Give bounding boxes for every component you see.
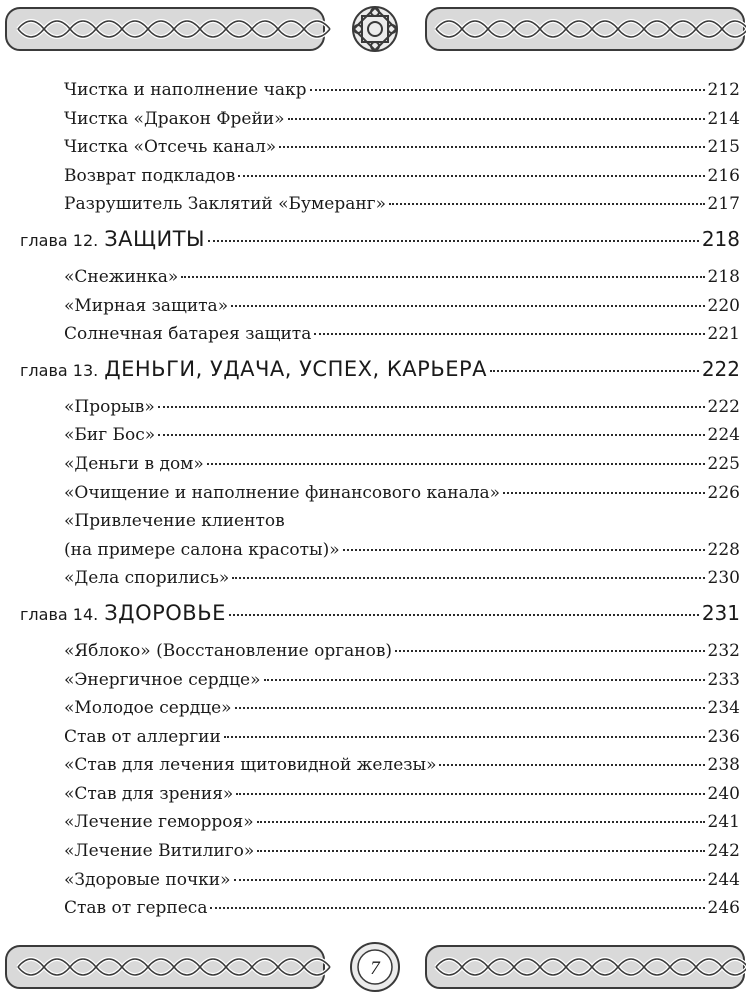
chapter-title: ДЕНЬГИ, УДАЧА, УСПЕХ, КАРЬЕРА (104, 356, 488, 381)
toc-entry[interactable] (0, 723, 750, 752)
dot-leader (395, 650, 704, 652)
toc-entry[interactable] (0, 133, 750, 162)
toc-entry-page: 216 (707, 165, 740, 186)
dot-leader (229, 614, 699, 616)
dot-leader (257, 821, 705, 823)
toc-entry[interactable] (0, 808, 750, 837)
page-number: 7 (370, 958, 380, 979)
toc-entry[interactable] (0, 320, 750, 349)
toc-entry-title: Чистка «Отсечь канал» (64, 137, 277, 158)
dot-leader (343, 549, 705, 551)
toc-entry-page: 220 (707, 295, 740, 316)
dot-leader (208, 240, 699, 242)
dot-leader (231, 305, 704, 307)
page-number-medallion-icon (351, 943, 399, 991)
toc-entry-page: 214 (707, 108, 740, 129)
chapter-page: 231 (701, 600, 740, 625)
toc-entry-title: Став от герпеса (64, 898, 208, 919)
toc-entry[interactable] (0, 780, 750, 809)
toc-entry-page: 224 (707, 425, 740, 446)
toc-entry-page: 225 (707, 453, 740, 474)
toc-entry[interactable] (0, 450, 750, 479)
toc-entry-page: 221 (707, 324, 740, 345)
toc-entry-title: Чистка «Дракон Фрейи» (64, 108, 285, 129)
toc-entry-page: 215 (707, 137, 740, 158)
toc-entry-title: «Став для лечения щитовидной железы» (64, 755, 437, 776)
dot-leader (224, 736, 705, 738)
chapter-heading-13[interactable] (0, 357, 750, 383)
toc-entry-title: «Став для зрения» (64, 783, 234, 804)
toc-entry[interactable] (0, 190, 750, 219)
toc-entry-title: «Снежинка» (64, 266, 179, 287)
dot-leader (288, 118, 705, 120)
toc-entry-page: 240 (707, 783, 740, 804)
toc-entry-page: 218 (707, 266, 740, 287)
table-of-contents (0, 76, 750, 923)
dot-leader (158, 406, 705, 408)
toc-entry[interactable] (0, 536, 750, 565)
toc-entry-title: «Прорыв» (64, 396, 155, 417)
dot-leader (181, 276, 704, 278)
toc-entry-page: 241 (707, 812, 740, 833)
dot-leader (234, 879, 705, 881)
toc-entry-page: 217 (707, 194, 740, 215)
chapter-page: 222 (701, 356, 740, 381)
toc-entry-page: 244 (707, 869, 740, 890)
toc-entry[interactable] (0, 292, 750, 321)
dot-leader (389, 203, 705, 205)
toc-entry-title: «Дела спорились» (64, 568, 230, 589)
toc-entry[interactable] (0, 263, 750, 292)
toc-entry-page: 242 (707, 841, 740, 862)
chapter-title: ЗАЩИТЫ (104, 226, 206, 251)
toc-entry-title: Разрушитель Заклятий «Бумеранг» (64, 194, 386, 215)
toc-entry-page: 246 (707, 898, 740, 919)
dot-leader (264, 679, 705, 681)
dot-leader (314, 333, 704, 335)
dot-leader (257, 850, 704, 852)
dot-leader (279, 146, 704, 148)
top-celtic-ornament (4, 2, 746, 56)
dot-leader (310, 89, 705, 91)
toc-entry[interactable] (0, 751, 750, 780)
toc-entry-title: «Здоровые почки» (64, 869, 231, 890)
toc-entry-title: (на примере салона красоты)» (64, 539, 340, 560)
dot-leader (235, 707, 705, 709)
toc-entry-title: «Энергичное сердце» (64, 669, 261, 690)
toc-entry-title: «Лечение Витилиго» (64, 841, 255, 862)
chapter-prefix: глава 12. (20, 230, 99, 250)
toc-entry-page: 236 (707, 726, 740, 747)
toc-entry-title: «Деньги в дом» (64, 453, 204, 474)
toc-entry[interactable] (0, 393, 750, 422)
toc-entry-title: Став от аллергии (64, 726, 221, 747)
toc-entry-page: 234 (707, 698, 740, 719)
toc-entry-page: 232 (707, 640, 740, 661)
toc-entry[interactable] (0, 866, 750, 895)
chapter-prefix: глава 13. (20, 360, 99, 380)
toc-entry[interactable] (0, 105, 750, 134)
toc-entry[interactable] (0, 76, 750, 105)
dot-leader (207, 463, 705, 465)
toc-entry[interactable] (0, 421, 750, 450)
toc-entry-page: 233 (707, 669, 740, 690)
toc-entry-page: 238 (707, 755, 740, 776)
toc-entry-title: «Мирная защита» (64, 295, 229, 316)
dot-leader (236, 793, 704, 795)
toc-entry[interactable] (0, 694, 750, 723)
toc-entry-title: «Очищение и наполнение финансового канала» (64, 482, 501, 503)
toc-entry-page: 212 (707, 80, 740, 100)
chapter-heading-14[interactable] (0, 601, 750, 627)
toc-entry[interactable] (0, 837, 750, 866)
toc-entry[interactable] (0, 162, 750, 191)
dot-leader (439, 764, 704, 766)
dot-leader (490, 370, 699, 372)
dot-leader (232, 577, 704, 579)
toc-entry-title: «Биг Бос» (64, 425, 156, 446)
toc-entry-page: 226 (707, 482, 740, 503)
toc-entry-title: Возврат подкладов (64, 165, 236, 186)
toc-entry-page: 228 (707, 539, 740, 560)
toc-entry[interactable] (0, 564, 750, 593)
toc-entry[interactable] (0, 666, 750, 695)
chapter-prefix: глава 14. (20, 604, 99, 624)
toc-entry-title: «Молодое сердце» (64, 698, 232, 719)
toc-entry[interactable] (0, 894, 750, 923)
dot-leader (238, 175, 704, 177)
chapter-title: ЗДОРОВЬЕ (104, 600, 226, 625)
toc-entry-title: «Лечение геморроя» (64, 812, 254, 833)
toc-entry-title: Солнечная батарея защита (64, 324, 312, 345)
toc-entry-title: Чистка и наполнение чакр (64, 80, 307, 100)
knot-medallion-icon (353, 7, 397, 51)
toc-entry-page: 222 (707, 396, 740, 417)
toc-entry-title: «Яблоко» (Восстановление органов) (64, 640, 393, 661)
toc-entry-title-line1: «Привлечение клиентов (64, 511, 285, 532)
dot-leader (210, 907, 704, 909)
dot-leader (503, 492, 704, 494)
chapter-heading-12[interactable] (0, 227, 750, 253)
chapter-page: 218 (701, 226, 740, 251)
bottom-celtic-ornament (4, 940, 746, 994)
toc-entry[interactable] (0, 479, 750, 508)
toc-entry-page: 230 (707, 568, 740, 589)
toc-entry[interactable] (0, 637, 750, 666)
dot-leader (158, 434, 704, 436)
